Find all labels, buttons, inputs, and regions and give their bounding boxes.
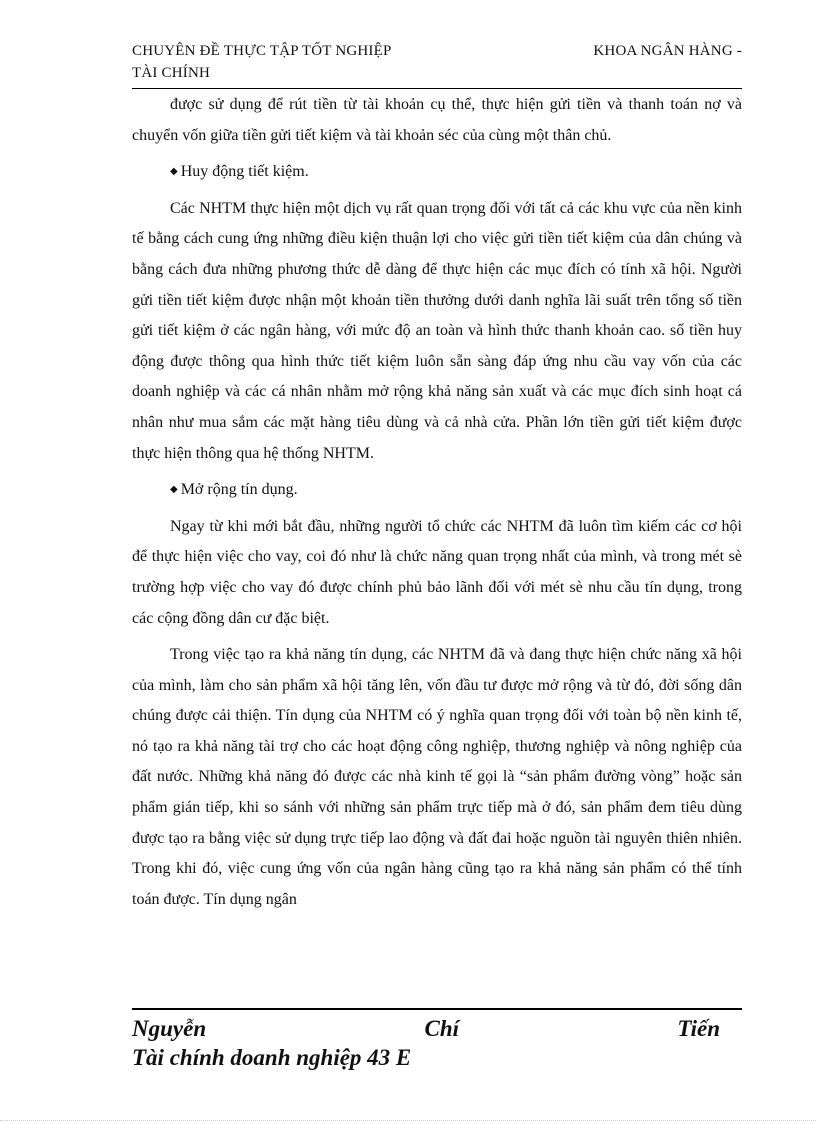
document-body [132, 90, 742, 915]
paragraph-1: được sử dụng để rút tiền từ tài khoản cụ thể, thực hiện gửi tiền và thanh toán nợ và chuyển vốn giữa tiền gửi tiết kiệm và tài khoản séc của cùng một thân chủ. [132, 96, 742, 144]
paragraph-3: Ngay từ khi mới bắt đầu, những người tổ chức các NHTM đã luôn tìm kiếm các cơ hội để thực hiện việc cho vay, coi đó như là chức năng quan trọng nhất của mình, và trong mét sè trường hợp việc cho vay đó được chính phủ bảo lãnh đối với mét sè nhu cầu tín dụng, trong các cộng đồng dân cư đặc biệt. [132, 517, 742, 627]
footer-rule [132, 1008, 742, 1010]
header-left-title: CHUYÊN ĐỀ THỰC TẬP TỐT NGHIỆP [132, 43, 392, 59]
bullet-credit [132, 475, 742, 506]
bullet-credit-text: Mở rộng tín dụng. [180, 481, 298, 499]
paragraph-4: Trong việc tạo ra khả năng tín dụng, các NHTM đã và đang thực hiện chức năng xã hội của mình, làm cho sản phẩm xã hội tăng lên, vốn đầu tư được mở rộng và từ đó, đời sống dân chúng được cải thiện. Tín dụng của NHTM có ý nghĩa quan trọng đối với toàn bộ nền kinh tế, nó tạo ra khả năng tài trợ cho các hoạt động công nghiệp, thương nghiệp và nông nghiệp của đất nước. Những khả năng đó được các nhà kinh tế gọi là “sản phẩm đường vòng” hoặc sản phẩm gián tiếp, khi so sánh với những sản phẩm trực tiếp mà ở đó, sản phẩm đem tiêu dùng được tạo ra bằng việc sử dụng trực tiếp lao động và đất đai hoặc nguồn tài nguyên thiên nhiên. Trong khi đó, việc cung ứng vốn của ngân hàng cũng tạo ra khả năng sản phẩm có thể tính toán được. Tín dụng ngân [132, 646, 742, 908]
header-rule [132, 88, 742, 89]
paragraph-2: Các NHTM thực hiện một dịch vụ rất quan trọng đối với tất cả các khu vực của nền kinh tế bằng cách cung ứng những điều kiện thuận lợi cho việc gửi tiền tiết kiệm của dân chúng và bằng cách đưa những phương thức dễ dàng để thực hiện các mục đích có tính xã hội. Người gửi tiền tiết kiệm được nhận một khoản tiền thưởng dưới danh nghĩa lãi suất trên tổng số tiền gửi tiết kiệm ở các ngân hàng, với mức độ an toàn và hình thức thanh khoản cao. số tiền huy động được thông qua hình thức tiết kiệm luôn sẵn sàng đáp ứng nhu cầu vay vốn của các doanh nghiệp và các cá nhân nhằm mở rộng khả năng sản xuất và các mục đích sinh hoạt cá nhân như mua sắm các mặt hàng tiêu dùng và cả nhà cửa. Phần lớn tiền gửi tiết kiệm được thực hiện thông qua hệ thống NHTM. [132, 199, 742, 462]
footer-name-first: Nguyễn [132, 1016, 207, 1041]
header-right-title: KHOA NGÂN HÀNG - [593, 43, 742, 59]
bullet-savings-text: Huy động tiết kiệm. [180, 163, 309, 181]
page-bottom-dotted-line [0, 1120, 816, 1121]
bullet-savings [132, 157, 742, 188]
page-header [132, 40, 742, 89]
header-row [132, 40, 742, 62]
footer-class-line: Tài chính doanh nghiệp 43 E [132, 1045, 412, 1070]
diamond-bullet-icon: ◆ [170, 484, 178, 496]
footer-name-row [132, 1014, 720, 1043]
footer-name-last: Tiến [677, 1016, 720, 1041]
diamond-bullet-icon: ◆ [170, 166, 178, 178]
page-footer [132, 1014, 720, 1072]
footer-name-middle: Chí [424, 1016, 460, 1041]
header-second-line: TÀI CHÍNH [132, 65, 211, 81]
